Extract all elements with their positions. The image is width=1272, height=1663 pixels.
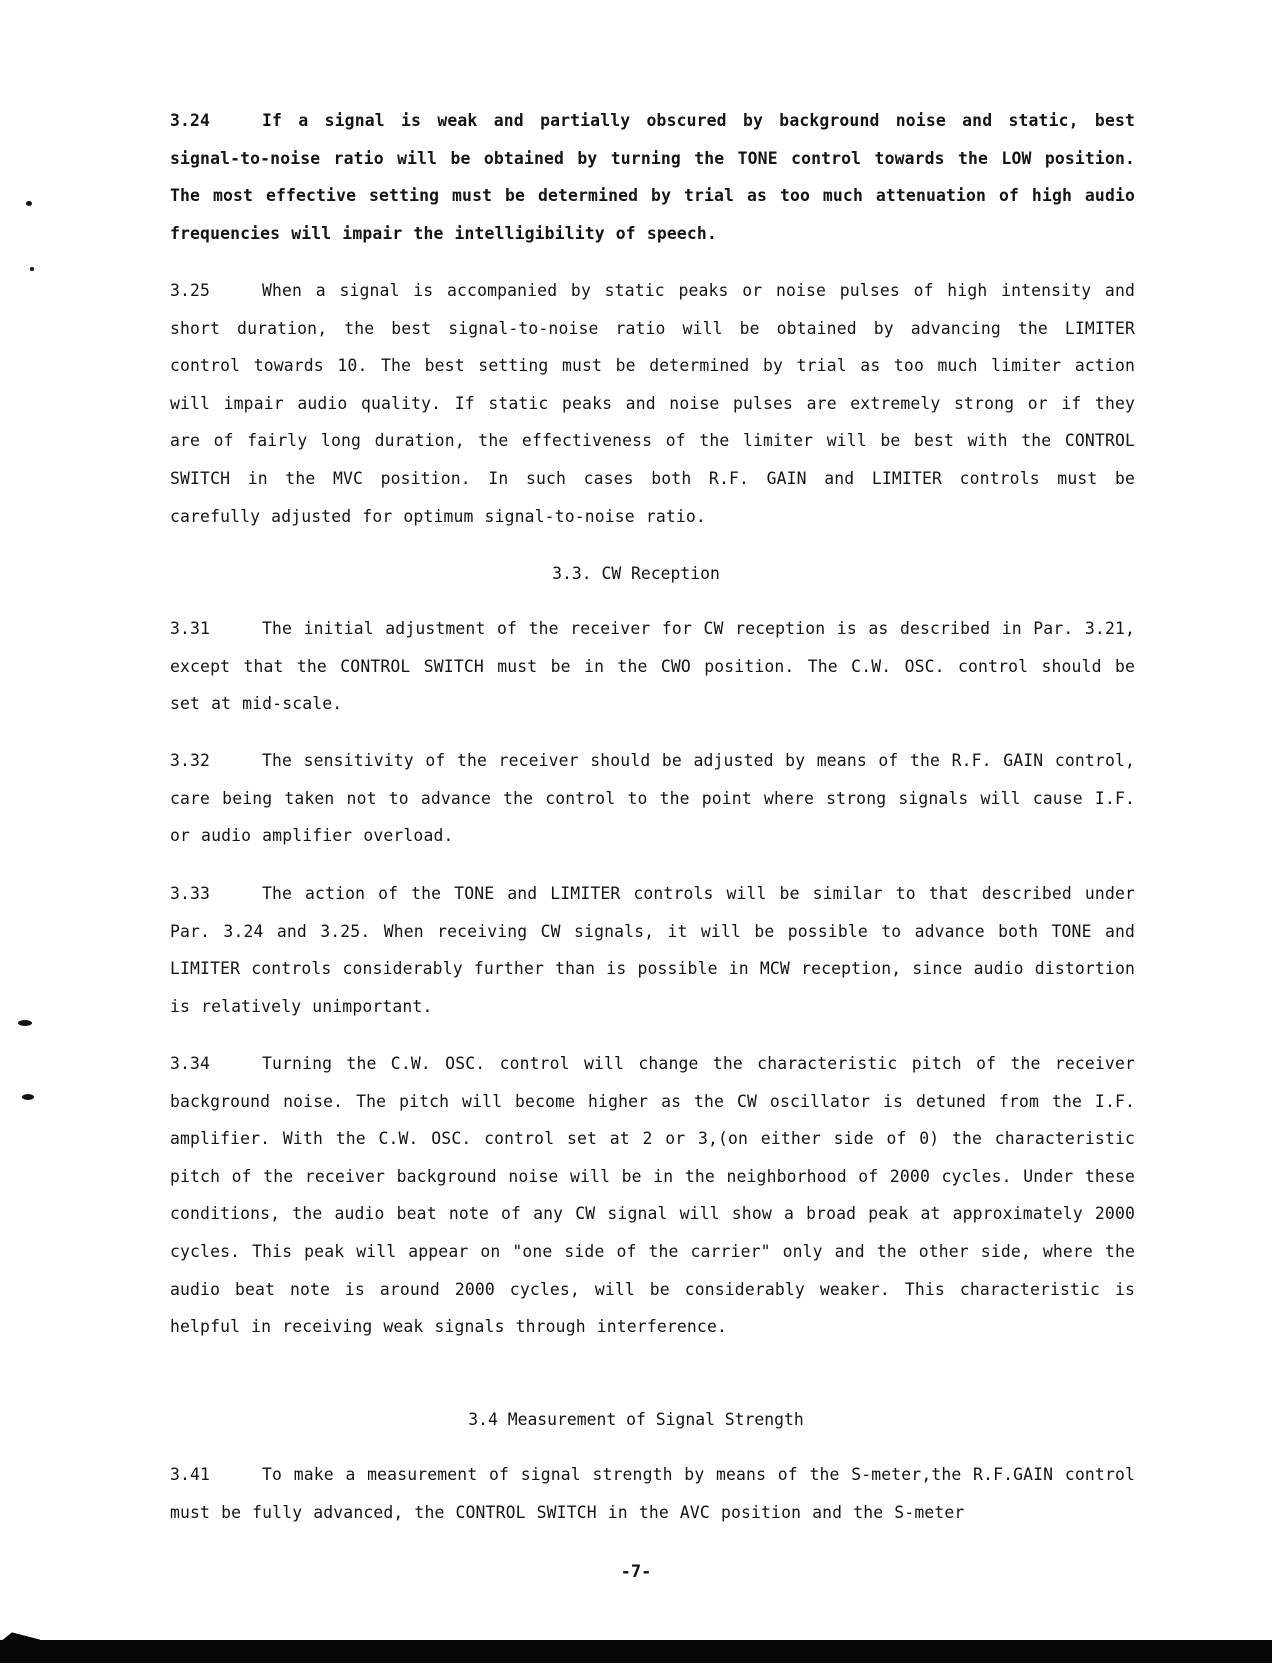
page-number: -7- [620, 1562, 652, 1582]
section-heading-signal-strength: 3.4 Measurement of Signal Strength [468, 1410, 804, 1429]
paragraph-number: 3.41 [170, 1465, 211, 1484]
paragraph-3-32 [170, 742, 1135, 855]
paragraph-number: 3.25 [170, 281, 211, 300]
scan-bottom-border [0, 1640, 1272, 1663]
margin-mark [22, 1094, 34, 1100]
paragraph-text: The action of the TONE and LIMITER controls will be similar to that described under Par. 3.24 and 3.25. When receiving CW signals, it will be possible to advance both TONE and LIMITER controls considerably further than is possible in MCW reception, since audio distortion is relatively unimportant. [170, 884, 1135, 1016]
margin-mark [26, 201, 32, 206]
paragraph-3-31 [170, 610, 1135, 723]
paragraph-text: Turning the C.W. OSC. control will change the characteristic pitch of the receiver background noise. The pitch will become higher as the CW oscillator is detuned from the I.F. amplifier. With the C.W. OSC. control set at 2 or 3,(on either side of 0) the characteristic pitch of the receiver background noise will be in the neighborhood of 2000 cycles. Under these conditions, the audio beat note of any CW signal will show a broad peak at approximately 2000 cycles. This peak will appear on "one side of the carrier" only and the other side, where the audio beat note is around 2000 cycles, will be considerably weaker. This characteristic is helpful in receiving weak signals through interference. [170, 1054, 1135, 1337]
paragraph-3-24 [170, 102, 1135, 252]
paragraph-3-34 [170, 1045, 1135, 1346]
paragraph-number: 3.31 [170, 619, 211, 638]
paragraph-text: The sensitivity of the receiver should be adjusted by means of the R.F. GAIN control, care being taken not to advance the control to the point where strong signals will cause I.F. or audio amplifier overload. [170, 751, 1135, 846]
paragraph-text: If a signal is weak and partially obscured by background noise and static, best signal-to-noise ratio will be obtained by turning the TONE control towards the LOW position. The most effective setting must be determined by trial as too much attenuation of high audio frequencies will impair the intelligibility of speech. [170, 111, 1135, 243]
paragraph-text: To make a measurement of signal strength by means of the S-meter,the R.F.GAIN control must be fully advanced, the CONTROL SWITCH in the AVC position and the S-meter [170, 1465, 1135, 1522]
margin-mark [18, 1020, 32, 1026]
paragraph-3-25 [170, 272, 1135, 535]
margin-mark [30, 267, 34, 271]
paragraph-text: When a signal is accompanied by static peaks or noise pulses of high intensity and short duration, the best signal-to-noise ratio will be obtained by advancing the LIMITER control towards 10. The best setting must be determined by trial as too much limiter action will impair audio quality. If static peaks and noise pulses are extremely strong or if they are of fairly long duration, the effectiveness of the limiter will be best with the CONTROL SWITCH in the MVC position. In such cases both R.F. GAIN and LIMITER controls must be carefully adjusted for optimum signal-to-noise ratio. [170, 281, 1135, 526]
section-heading-cw-reception: 3.3. CW Reception [552, 564, 720, 583]
paragraph-number: 3.32 [170, 751, 211, 770]
paragraph-number: 3.34 [170, 1054, 211, 1073]
paragraph-3-33 [170, 875, 1135, 1025]
paragraph-3-41 [170, 1456, 1135, 1531]
paragraph-number: 3.33 [170, 884, 211, 903]
paragraph-text: The initial adjustment of the receiver for CW reception is as described in Par. 3.21, except that the CONTROL SWITCH must be in the CWO position. The C.W. OSC. control should be set at mid-scale. [170, 619, 1135, 714]
paragraph-number: 3.24 [170, 111, 211, 130]
